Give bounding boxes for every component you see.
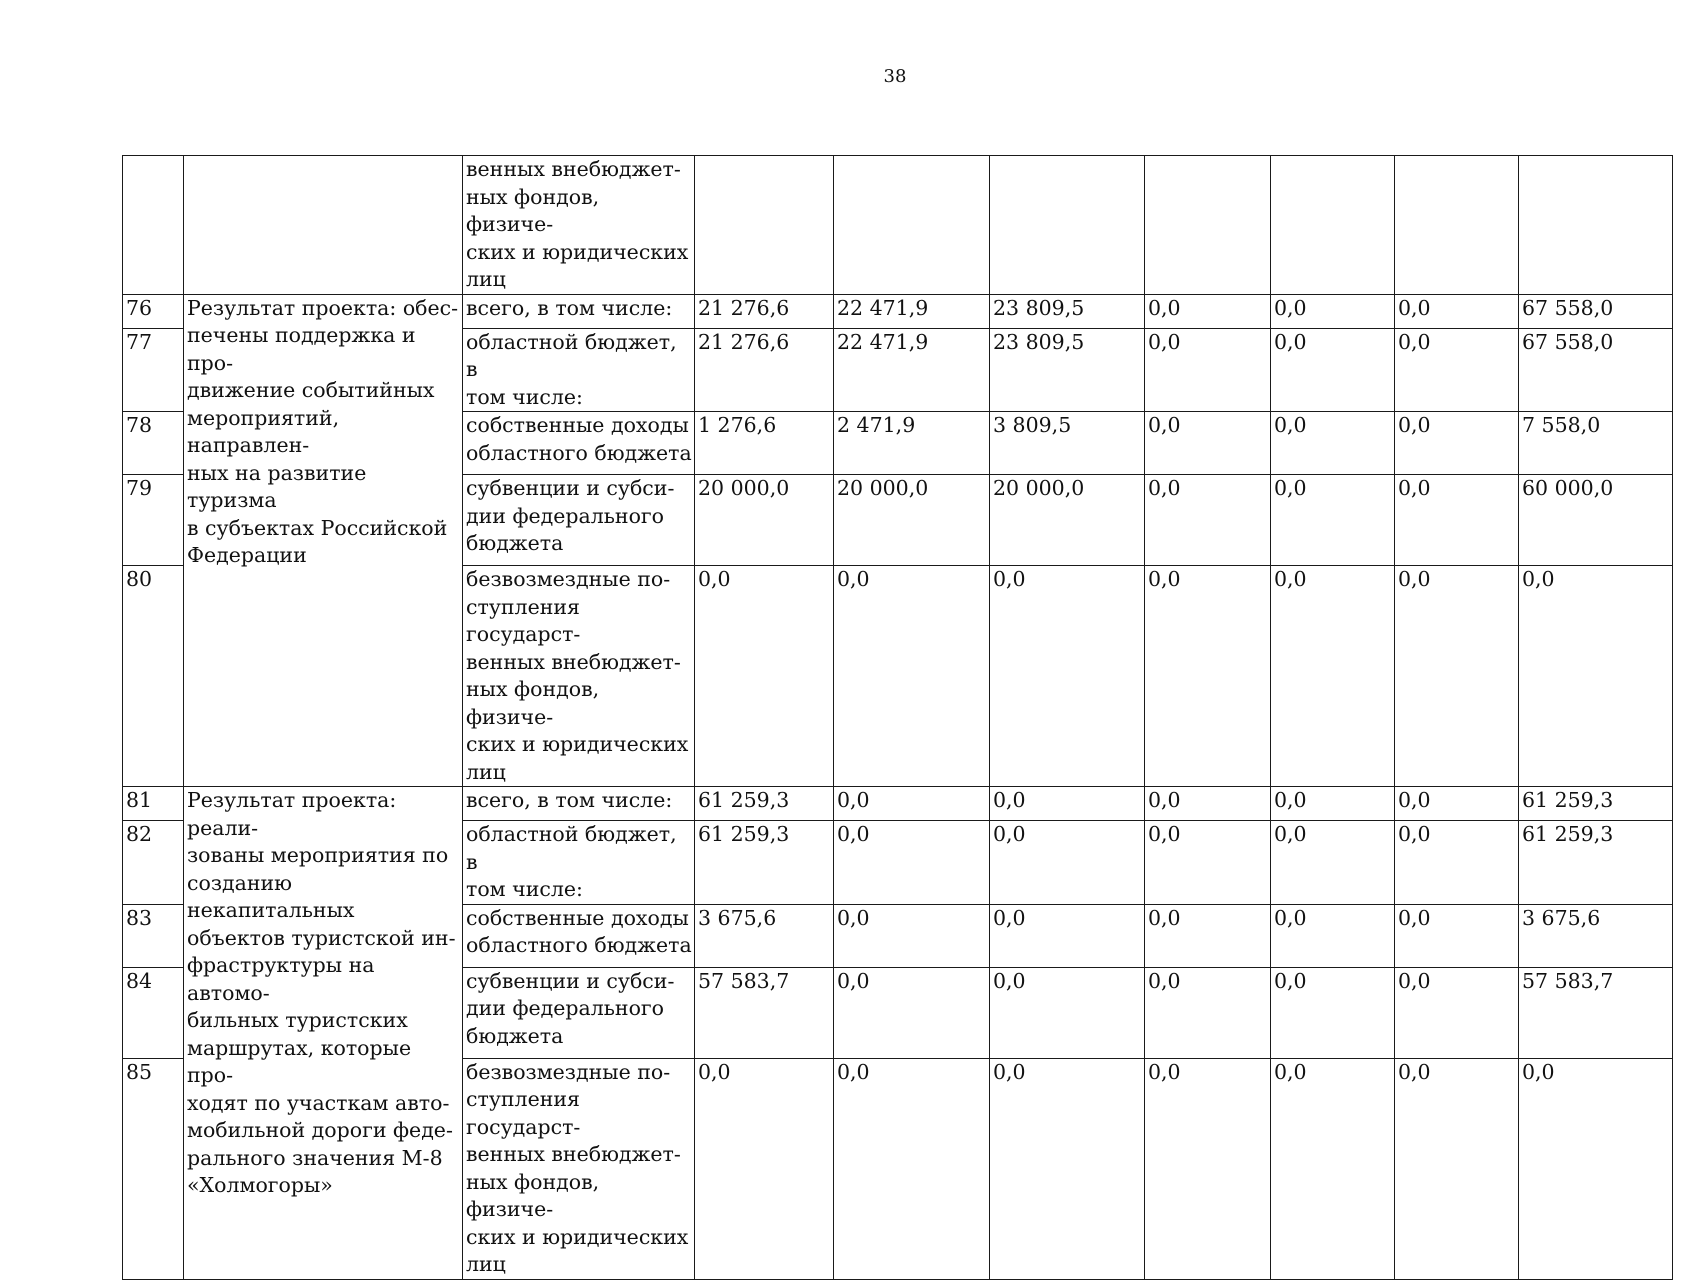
value-cell: 0,0 — [990, 566, 1145, 787]
budget-table — [122, 155, 1673, 1280]
value-cell: 0,0 — [1145, 821, 1271, 905]
row-number-cell: 77 — [123, 328, 184, 412]
table-body — [123, 156, 1673, 1280]
value-cell: 20 000,0 — [834, 475, 990, 566]
source-cell: венных внебюджет- ных фондов, физиче- ских и юридических лиц — [463, 156, 695, 295]
funding-source-cell: областной бюджет, в том числе: — [463, 821, 695, 905]
value-cell: 22 471,9 — [834, 328, 990, 412]
row-number-cell — [123, 156, 184, 295]
total-value-cell: 3 675,6 — [1519, 904, 1673, 967]
value-cell — [1271, 156, 1395, 295]
funding-source-cell: собственные доходы областного бюджета — [463, 412, 695, 475]
total-value-cell: 60 000,0 — [1519, 475, 1673, 566]
value-cell: 0,0 — [1395, 1058, 1519, 1279]
value-cell: 21 276,6 — [695, 328, 834, 412]
value-cell — [695, 156, 834, 295]
value-cell: 0,0 — [834, 821, 990, 905]
funding-source-cell: областной бюджет, в том числе: — [463, 328, 695, 412]
total-value-cell: 57 583,7 — [1519, 967, 1673, 1058]
value-cell: 0,0 — [1395, 821, 1519, 905]
row-number-cell: 81 — [123, 787, 184, 821]
value-cell: 0,0 — [990, 787, 1145, 821]
value-cell: 0,0 — [1395, 328, 1519, 412]
value-cell: 0,0 — [1145, 787, 1271, 821]
value-cell: 0,0 — [1271, 821, 1395, 905]
value-cell: 0,0 — [990, 1058, 1145, 1279]
value-cell: 0,0 — [834, 787, 990, 821]
value-cell: 0,0 — [1395, 412, 1519, 475]
funding-source-cell: безвозмездные по- ступления государст- венных внебюджет- ных фондов, физиче- ских и юридических лиц — [463, 566, 695, 787]
total-value-cell: 0,0 — [1519, 1058, 1673, 1279]
total-value-cell: 67 558,0 — [1519, 328, 1673, 412]
total-value-cell: 7 558,0 — [1519, 412, 1673, 475]
value-cell: 0,0 — [1395, 904, 1519, 967]
value-cell: 0,0 — [1145, 328, 1271, 412]
value-cell: 0,0 — [695, 566, 834, 787]
table-row — [123, 294, 1673, 328]
value-cell: 22 471,9 — [834, 294, 990, 328]
value-cell: 0,0 — [1271, 787, 1395, 821]
value-cell: 0,0 — [1395, 967, 1519, 1058]
value-cell: 3 675,6 — [695, 904, 834, 967]
row-number-cell: 85 — [123, 1058, 184, 1279]
value-cell: 0,0 — [1271, 967, 1395, 1058]
value-cell — [1519, 156, 1673, 295]
funding-source-cell: собственные доходы областного бюджета — [463, 904, 695, 967]
project-result-description: Результат проекта: реали- зованы мероприятия по созданию некапитальных объектов туристской ин- фраструктуры на автомо- бильных туристских маршрутах, которые про- ходят по участкам авто- мобильной дороги феде- рального значения М-8 «Холмогоры» — [184, 787, 463, 1280]
project-result-description: Результат проекта: обес- печены поддержка и про- движение событийных мероприятий, направлен- ных на развитие туризма в субъектах Российской Федерации — [184, 294, 463, 787]
value-cell: 0,0 — [1145, 967, 1271, 1058]
total-value-cell: 61 259,3 — [1519, 821, 1673, 905]
total-value-cell: 67 558,0 — [1519, 294, 1673, 328]
value-cell: 0,0 — [1145, 566, 1271, 787]
row-number-cell: 78 — [123, 412, 184, 475]
value-cell: 61 259,3 — [695, 821, 834, 905]
row-number-cell: 83 — [123, 904, 184, 967]
total-value-cell: 0,0 — [1519, 566, 1673, 787]
value-cell: 23 809,5 — [990, 328, 1145, 412]
value-cell: 0,0 — [1395, 787, 1519, 821]
value-cell: 0,0 — [1395, 294, 1519, 328]
value-cell: 57 583,7 — [695, 967, 834, 1058]
value-cell: 0,0 — [1395, 475, 1519, 566]
value-cell: 0,0 — [834, 1058, 990, 1279]
value-cell: 0,0 — [1145, 904, 1271, 967]
row-number-cell: 84 — [123, 967, 184, 1058]
value-cell: 0,0 — [834, 904, 990, 967]
value-cell: 0,0 — [695, 1058, 834, 1279]
row-number-cell: 76 — [123, 294, 184, 328]
value-cell: 61 259,3 — [695, 787, 834, 821]
value-cell: 0,0 — [1271, 294, 1395, 328]
description-cell — [184, 156, 463, 295]
value-cell: 0,0 — [1271, 412, 1395, 475]
value-cell — [834, 156, 990, 295]
value-cell: 0,0 — [1271, 904, 1395, 967]
value-cell: 21 276,6 — [695, 294, 834, 328]
value-cell — [990, 156, 1145, 295]
value-cell: 20 000,0 — [990, 475, 1145, 566]
funding-source-cell: всего, в том числе: — [463, 294, 695, 328]
total-value-cell: 61 259,3 — [1519, 787, 1673, 821]
value-cell: 0,0 — [1271, 566, 1395, 787]
value-cell: 0,0 — [834, 967, 990, 1058]
funding-source-cell: субвенции и субси- дии федерального бюджета — [463, 967, 695, 1058]
value-cell: 0,0 — [990, 821, 1145, 905]
funding-source-cell: безвозмездные по- ступления государст- венных внебюджет- ных фондов, физиче- ских и юридических лиц — [463, 1058, 695, 1279]
value-cell: 0,0 — [1145, 412, 1271, 475]
value-cell: 0,0 — [1145, 1058, 1271, 1279]
table-row-continuation — [123, 156, 1673, 295]
value-cell: 0,0 — [990, 904, 1145, 967]
row-number-cell: 82 — [123, 821, 184, 905]
table-row — [123, 787, 1673, 821]
value-cell: 0,0 — [1395, 566, 1519, 787]
funding-source-cell: субвенции и субси- дии федерального бюджета — [463, 475, 695, 566]
value-cell: 0,0 — [990, 967, 1145, 1058]
value-cell: 2 471,9 — [834, 412, 990, 475]
value-cell: 1 276,6 — [695, 412, 834, 475]
value-cell: 0,0 — [1271, 328, 1395, 412]
value-cell: 23 809,5 — [990, 294, 1145, 328]
value-cell: 0,0 — [1271, 1058, 1395, 1279]
funding-source-cell: всего, в том числе: — [463, 787, 695, 821]
value-cell: 0,0 — [834, 566, 990, 787]
value-cell — [1395, 156, 1519, 295]
page-number: 38 — [883, 66, 907, 87]
value-cell: 0,0 — [1145, 475, 1271, 566]
value-cell: 0,0 — [1145, 294, 1271, 328]
row-number-cell: 80 — [123, 566, 184, 787]
value-cell: 3 809,5 — [990, 412, 1145, 475]
value-cell: 20 000,0 — [695, 475, 834, 566]
value-cell — [1145, 156, 1271, 295]
row-number-cell: 79 — [123, 475, 184, 566]
value-cell: 0,0 — [1271, 475, 1395, 566]
